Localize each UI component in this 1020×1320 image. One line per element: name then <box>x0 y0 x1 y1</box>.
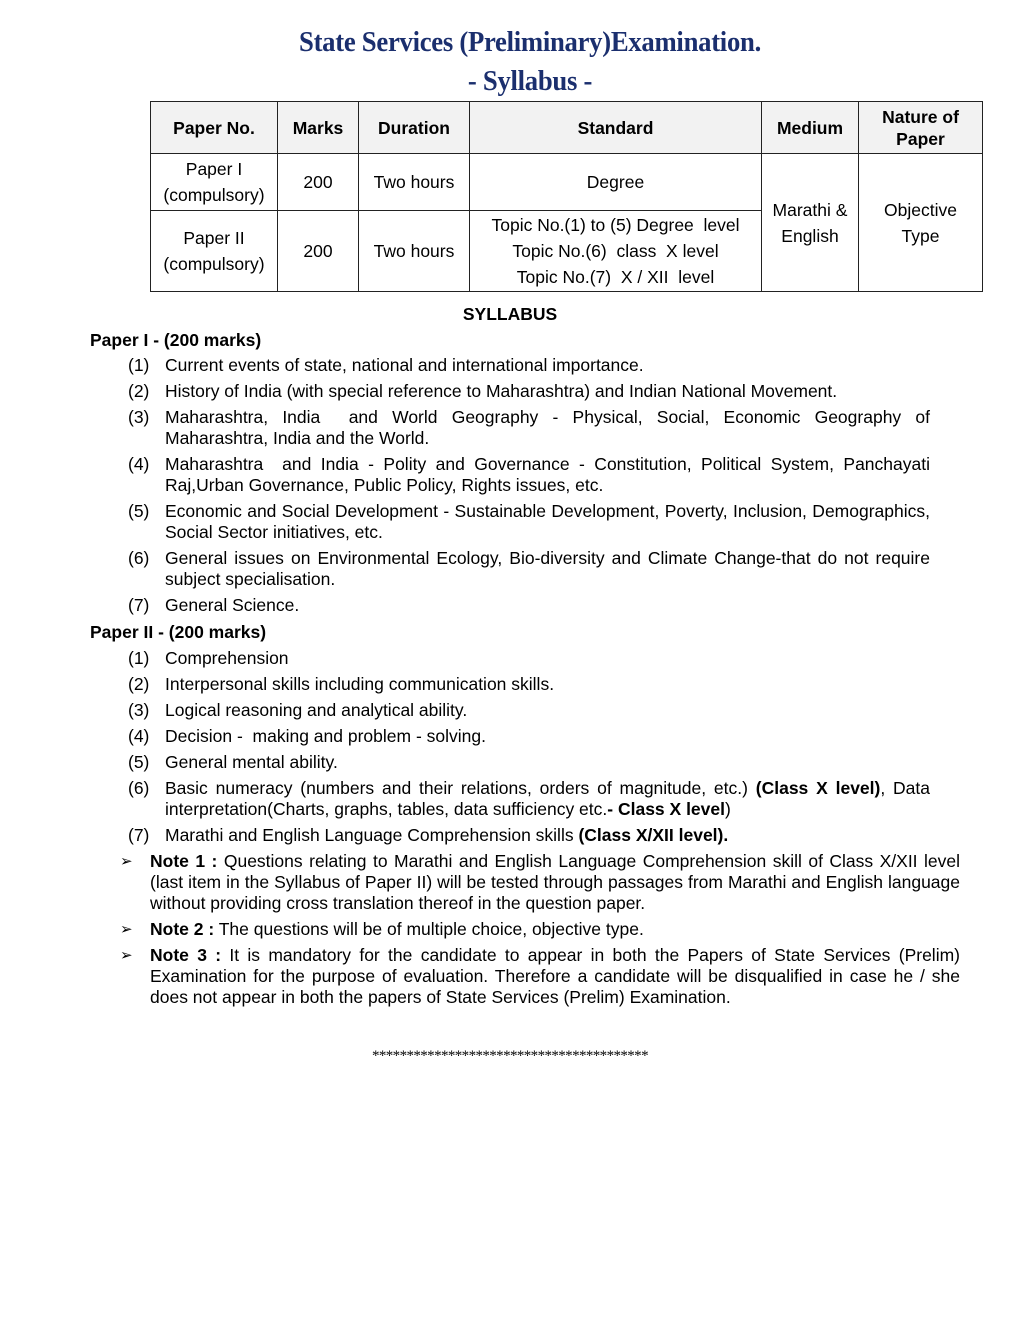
item-text: General mental ability. <box>165 752 338 772</box>
header-duration: Duration <box>359 102 470 154</box>
nature-line: Objective <box>884 199 957 220</box>
medium-line: English <box>781 225 839 246</box>
arrow-bullet-icon: ➢ <box>120 853 133 870</box>
table-header-row <box>151 102 983 154</box>
item-number: (2) <box>128 381 150 401</box>
item-text: General Science. <box>165 595 300 615</box>
header-standard: Standard <box>470 102 762 154</box>
marks-cell: 200 <box>278 154 359 211</box>
medium-line: Marathi & <box>772 199 848 220</box>
item-text-bold: (Class X/XII level). <box>578 825 729 845</box>
table-row <box>151 154 983 211</box>
note-item <box>120 919 960 940</box>
item-text: Maharashtra, India and World Geography - Physical, Social, Economic Geography of Maharashtra, India and the World. <box>165 407 935 448</box>
item-text: Current events of state, national and international importance. <box>165 355 644 375</box>
paper-type: (compulsory) <box>163 254 265 274</box>
notes-list <box>120 851 960 1013</box>
list-item <box>128 726 930 747</box>
list-item <box>128 674 930 695</box>
item-text: Comprehension <box>165 648 289 668</box>
header-paper-no: Paper No. <box>151 102 278 154</box>
item-text: History of India (with special reference to Maharashtra) and Indian National Movement. <box>165 381 838 401</box>
paper-type: (compulsory) <box>163 185 265 205</box>
list-item <box>128 407 935 449</box>
item-number: (1) <box>128 355 150 375</box>
standard-cell: Degree <box>470 154 762 211</box>
list-item <box>128 648 930 669</box>
nature-cell <box>859 154 983 292</box>
item-number: (7) <box>128 825 150 845</box>
item-number: (6) <box>128 548 150 568</box>
syllabus-heading: SYLLABUS <box>462 304 558 324</box>
standard-line: Topic No.(7) X / XII level <box>516 267 715 287</box>
note-label: Note 2 : <box>150 919 215 939</box>
item-number: (4) <box>128 454 150 474</box>
note-text: Questions relating to Marathi and English Language Comprehension skill of Class X/XII level (last item in the Syllabus of Paper II) will be tested through passages from Marathi and English language without providing cross translation thereof in the question paper. <box>150 851 960 913</box>
item-text: Marathi and English Language Comprehension skills <box>165 825 579 845</box>
paper1-topic-list <box>128 355 935 621</box>
item-text: Interpersonal skills including communication skills. <box>165 674 555 694</box>
list-item <box>128 700 930 721</box>
paper-name: Paper II <box>183 228 245 248</box>
paper-name: Paper I <box>185 159 243 179</box>
item-number: (2) <box>128 674 150 694</box>
list-item <box>128 381 930 402</box>
header-marks: Marks <box>278 102 359 154</box>
note-label: Note 1 : <box>150 851 218 871</box>
arrow-bullet-icon: ➢ <box>120 947 133 964</box>
paper2-heading: Paper II - (200 marks) <box>90 622 267 642</box>
item-number: (1) <box>128 648 150 668</box>
arrow-bullet-icon: ➢ <box>120 921 133 938</box>
paper1-heading: Paper I - (200 marks) <box>90 330 262 350</box>
item-text: , Data interpretation(Charts, graphs, tables, data sufficiency etc. <box>165 778 935 819</box>
document-title: State Services (Preliminary)Examination. <box>299 26 761 58</box>
list-item <box>128 752 930 773</box>
item-number: (7) <box>128 595 150 615</box>
item-text-bold: - Class X level <box>607 799 725 819</box>
item-text-bold: (Class X level) <box>755 778 881 798</box>
item-number: (5) <box>128 501 150 521</box>
standard-line: Topic No.(1) to (5) Degree level <box>491 215 740 235</box>
paper2-topic-list <box>128 648 935 851</box>
list-item <box>128 595 930 616</box>
standard-cell <box>470 211 762 292</box>
list-item <box>128 778 935 820</box>
note-text: The questions will be of multiple choice, objective type. <box>214 919 644 939</box>
nature-line: Type <box>901 225 940 246</box>
duration-cell: Two hours <box>359 154 470 211</box>
item-text: General issues on Environmental Ecology, Bio-diversity and Climate Change-that do not require subject specialisation. <box>165 548 935 589</box>
note-item <box>120 851 960 914</box>
item-text: Decision - making and problem - solving. <box>165 726 486 746</box>
note-text: It is mandatory for the candidate to appear in both the Papers of State Services (Prelim) Examination for the purpose of evaluation. Therefore a candidate will be disqualified in case he / she does not appear in both the papers of State Services (Prelim) Examination. <box>150 945 960 1007</box>
list-item <box>128 355 930 376</box>
item-number: (4) <box>128 726 150 746</box>
list-item <box>128 501 935 543</box>
item-text: Economic and Social Development - Sustainable Development, Poverty, Inclusion, Demographics, Social Sector initiatives, etc. <box>165 501 935 542</box>
header-nature: Nature of Paper <box>859 102 983 154</box>
item-text: Logical reasoning and analytical ability. <box>165 700 468 720</box>
header-medium: Medium <box>762 102 859 154</box>
list-item <box>128 825 930 846</box>
marks-cell: 200 <box>278 211 359 292</box>
standard-line: Topic No.(6) class X level <box>512 241 719 261</box>
paper-cell <box>151 154 278 211</box>
item-text: ) <box>725 799 731 819</box>
item-number: (5) <box>128 752 150 772</box>
item-number: (3) <box>128 407 150 427</box>
item-text: Maharashtra and India - Polity and Governance - Constitution, Political System, Panchayati Raj,Urban Governance, Public Policy, Rights issues, etc. <box>165 454 935 495</box>
list-item <box>128 454 935 496</box>
duration-cell: Two hours <box>359 211 470 292</box>
paper-cell <box>151 211 278 292</box>
document-subtitle: - Syllabus - <box>467 65 593 97</box>
item-text: Basic numeracy (numbers and their relations, orders of magnitude, etc.) <box>165 778 756 798</box>
note-item <box>120 945 960 1008</box>
list-item <box>128 548 935 590</box>
note-label: Note 3 : <box>150 945 222 965</box>
end-marker: **************************************** <box>371 1048 648 1064</box>
medium-cell <box>762 154 859 292</box>
item-number: (3) <box>128 700 150 720</box>
exam-scheme-table <box>150 101 983 292</box>
item-number: (6) <box>128 778 150 798</box>
